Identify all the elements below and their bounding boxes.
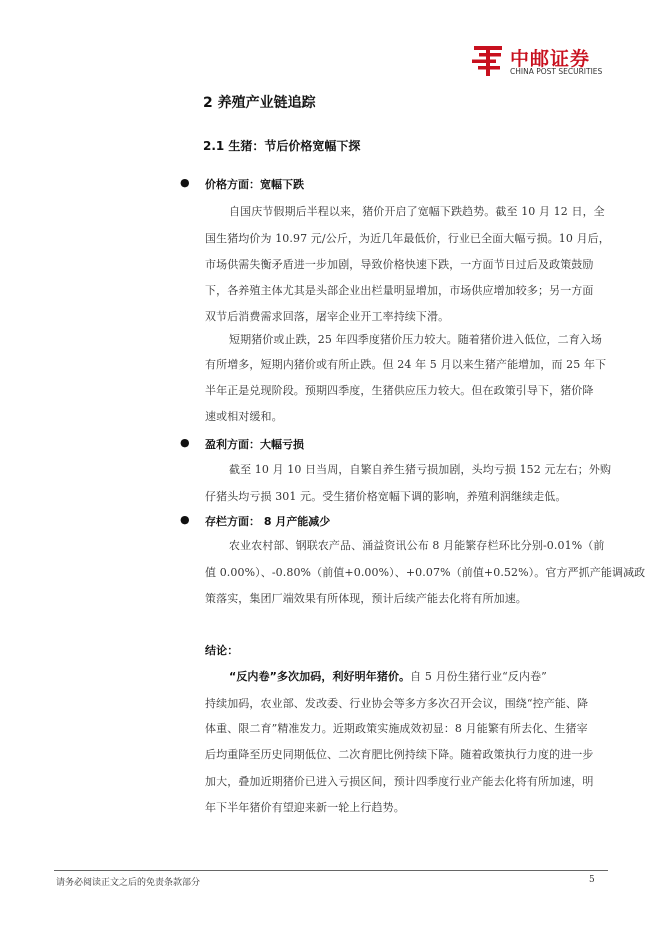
- brand-name-en: CHINA POST SECURITIES: [510, 67, 603, 76]
- conclusion-lead-rest: 自 5 月份生猪行业“反内卷”: [410, 670, 547, 683]
- paragraph-line: 国生猪均价为 10.97 元/公斤，为近几年最低价，行业已全面大幅亏损。10 月后，: [205, 232, 610, 245]
- paragraph-line: 截至 10 月 10 日当周，自繁自养生猪亏损加剧，头均亏损 152 元左右；外购: [229, 463, 612, 476]
- conclusion-lead-line: [229, 668, 547, 684]
- bullet-dot-icon: ●: [180, 436, 190, 449]
- footer-divider: [54, 870, 608, 871]
- bullet-heading-price: 价格方面：宽幅下跌: [205, 178, 304, 191]
- paragraph-line: 速或相对缓和。: [205, 410, 283, 423]
- china-post-logo-icon: [470, 42, 506, 78]
- paragraph-line: 仔猪头均亏损 301 元。受生猪价格宽幅下调的影响，养殖利润继续走低。: [205, 490, 567, 503]
- bullet-dot-icon: ●: [180, 513, 190, 526]
- brand-name-cn: 中邮证券: [510, 48, 591, 70]
- paragraph-line: 自国庆节假期后半程以来，猪价开启了宽幅下跌趋势。截至 10 月 12 日，全: [229, 205, 605, 218]
- paragraph-line: 后均重降至历史同期低位、二次育肥比例持续下降。随着政策执行力度的进一步: [205, 748, 594, 761]
- bullet-dot-icon: ●: [180, 176, 190, 189]
- paragraph-line: 有所增多，短期内猪价或有所止跌。但 24 年 5 月以来生猪产能增加，而 25 年下: [205, 358, 607, 371]
- paragraph-line: 持续加码，农业部、发改委、行业协会等多方多次召开会议，围绕“控产能、降: [205, 697, 589, 710]
- paragraph-line: 市场供需失衡矛盾进一步加剧，导致价格快速下跌，一方面节日过后及政策鼓励: [205, 258, 594, 271]
- paragraph-line: 体重、限二育”精准发力。近期政策实施成效初显：8 月能繁有所去化、生猪宰: [205, 722, 588, 735]
- paragraph-line: 策落实，集团厂端效果有所体现，预计后续产能去化将有所加速。: [205, 592, 527, 605]
- bullet-heading-profit: 盈利方面：大幅亏损: [205, 438, 304, 451]
- paragraph-line: 年下半年猪价有望迎来新一轮上行趋势。: [205, 801, 405, 814]
- brand-logo: [470, 42, 620, 78]
- page-number: 5: [589, 875, 595, 885]
- paragraph-line: 下，各养殖主体尤其是头部企业出栏量明显增加，市场供应增加较多；另一方面: [205, 284, 594, 297]
- conclusion-label: 结论：: [205, 644, 239, 657]
- paragraph-line: 双节后消费需求回落，屠宰企业开工率持续下滑。: [205, 310, 450, 323]
- footer-disclaimer: 请务必阅读正文之后的免责条款部分: [56, 878, 201, 888]
- section-title: 2 养殖产业链追踪: [203, 95, 316, 111]
- paragraph-line: 农业农村部、钢联农产品、涌益资讯公布 8 月能繁存栏环比分别-0.01%（前: [229, 539, 605, 552]
- conclusion-bold-lead: “反内卷”多次加码，利好明年猪价。: [229, 670, 411, 683]
- paragraph-line: 短期猪价或止跌，25 年四季度猪价压力较大。随着猪价进入低位，二育入场: [229, 333, 602, 346]
- paragraph-line: 值 0.00%）、-0.80%（前值+0.00%）、+0.07%（前值+0.52%）。官方严抓产能调减政: [205, 566, 646, 579]
- bullet-heading-inventory: 存栏方面： 8 月产能减少: [205, 515, 331, 528]
- paragraph-line: 半年正是兑现阶段。预期四季度，生猪供应压力较大。但在政策引导下，猪价降: [205, 384, 594, 397]
- paragraph-line: 加大，叠加近期猪价已进入亏损区间，预计四季度行业产能去化将有所加速，明: [205, 775, 594, 788]
- section-subtitle: 2.1 生猪：节后价格宽幅下探: [203, 139, 361, 153]
